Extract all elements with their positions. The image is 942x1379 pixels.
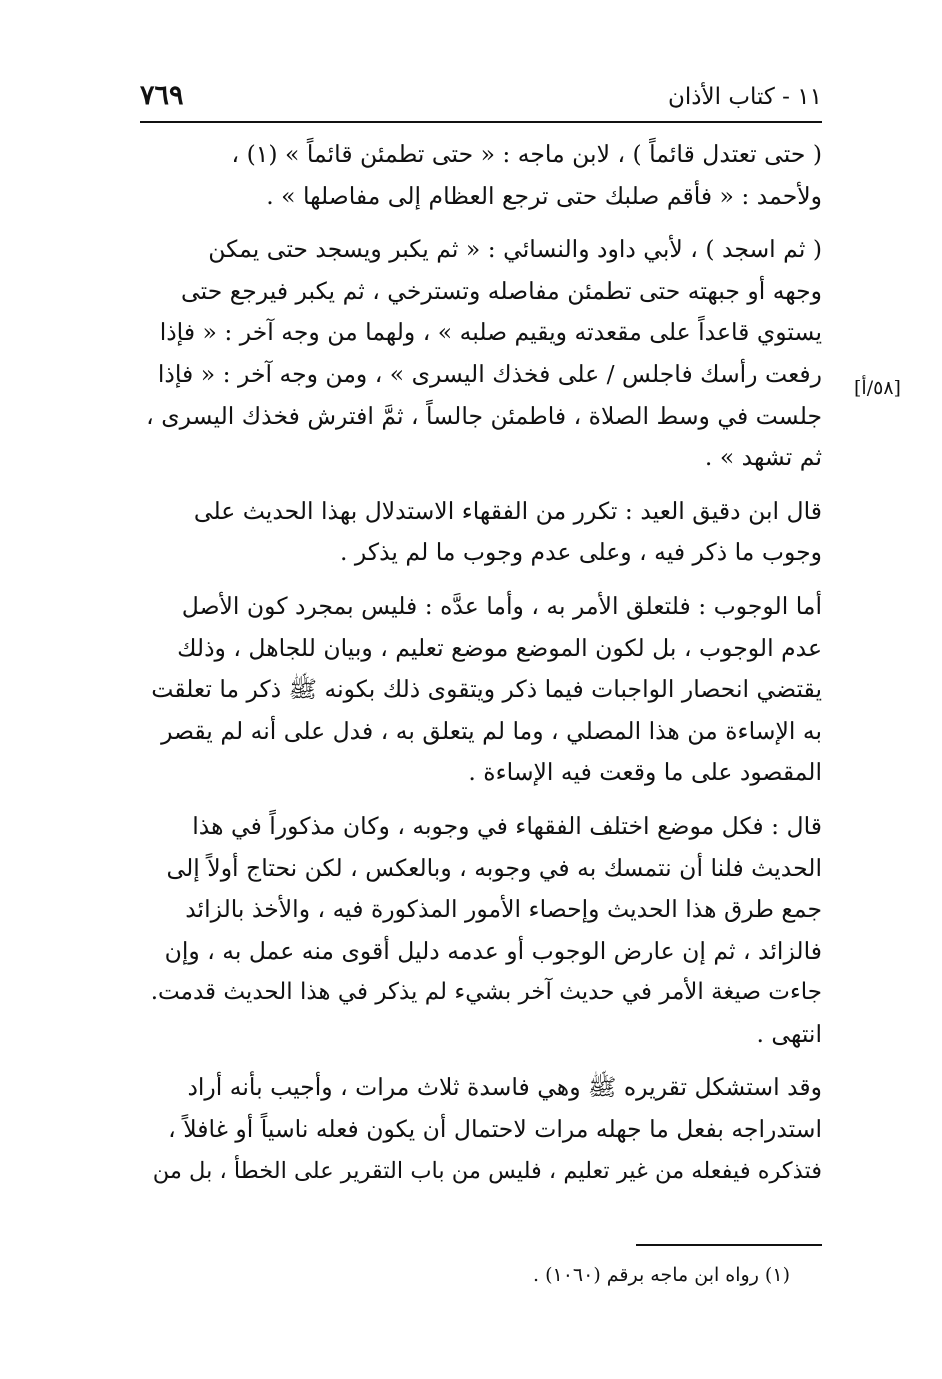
text-line: فتذكره فيفعله من غير تعليم ، فليس من باب التقرير على الخطأ ، بل من: [152, 1157, 822, 1184]
margin-note: [٥٨/أ]: [854, 377, 901, 399]
text-line: وجوب ما ذكر فيه ، وعلى عدم وجوب ما لم يذكر .: [339, 538, 822, 567]
text-line: استدراجه بفعل ما جهله مرات لاحتمال أن يكون فعله ناسياً أو غافلاً ،: [168, 1115, 822, 1144]
text-line: ثم تشهد » .: [704, 443, 822, 472]
text-line: وقد استشكل تقريره ﷺ وهي فاسدة ثلاث مرات ، وأجيب بأنه أراد: [187, 1073, 822, 1102]
text-line: فالزائد ، ثم إن عارض الوجوب أو عدمه دليل أقوى منه عمل به ، وإن: [164, 936, 822, 965]
footnote-rule: [636, 1244, 822, 1246]
running-title: ١١ - كتاب الأذان: [667, 84, 822, 110]
text-line: رفعت رأسك فاجلس / على فخذك اليسرى » ، ومن وجه آخر : « فإذا: [157, 359, 822, 388]
text-line: عدم الوجوب ، بل لكون الموضع موضع تعليم ، وبيان للجاهل ، وذلك: [177, 633, 822, 662]
text-line: جلست في وسط الصلاة ، فاطمئن جالساً ، ثمَّ افترش فخذك اليسرى ،: [146, 401, 822, 430]
text-line: انتهى .: [756, 1019, 822, 1048]
text-line: قال : فكل موضع اختلف الفقهاء في وجوبه ، وكان مذكوراً في هذا: [192, 811, 822, 840]
paragraph: [140, 229, 822, 479]
text-line: أما الوجوب : فلتعلق الأمر به ، وأما عدَّه : فليس بمجرد كون الأصل: [181, 591, 822, 620]
paragraph: [140, 806, 822, 1056]
footnote: (١) رواه ابن ماجه برقم (١٠٦٠) .: [532, 1264, 790, 1286]
text-line: الحديث فلنا أن نتمسك به في وجوبه ، وبالعكس ، لكن نحتاج أولاً إلى: [166, 853, 822, 882]
text-line: يقتضي انحصار الواجبات فيما ذكر ويتقوى ذلك بكونه ﷺ ذكر ما تعلقت: [151, 675, 822, 704]
text-line: يستوي قاعداً على مقعدته ويقيم صلبه » ، ولهما من وجه آخر : « فإذا: [159, 318, 822, 347]
text-line: جاءت صيغة الأمر في حديث آخر بشيء لم يذكر في هذا الحديث قدمت.: [150, 979, 822, 1006]
text-line: ولأحمد : « فأقم صلبك حتى ترجع العظام إلى مفاصلها » .: [266, 181, 822, 210]
paragraph: [140, 491, 822, 574]
text-line: ( ثم اسجد ) ، لأبي داود والنسائي : « ثم يكبر ويسجد حتى يمكن: [208, 235, 822, 264]
header-rule: [140, 121, 822, 123]
paragraph: [140, 586, 822, 794]
text-line: قال ابن دقيق العيد : تكرر من الفقهاء الاستدلال بهذا الحديث على: [193, 496, 822, 525]
text-line: وجهه أو جبهته حتى تطمئن مفاصله وتسترخي ، ثم يكبر فيرجع حتى: [181, 276, 822, 305]
paragraph: [140, 134, 822, 217]
text-line: المقصود على ما وقعت فيه الإساءة .: [468, 758, 822, 787]
text-line: ( حتى تعتدل قائماً ) ، لابن ماجه : « حتى تطمئن قائماً » (١) ،: [231, 140, 822, 168]
page-header: [140, 78, 822, 118]
paragraph: [140, 1067, 822, 1192]
page-number: ٧٦٩: [140, 80, 184, 111]
text-line: جمع طرق هذا الحديث وإحصاء الأمور المذكورة فيه ، والأخذ بالزائد: [185, 895, 822, 924]
text-line: به الإساءة من هذا المصلي ، وما لم يتعلق به ، فدل على أنه لم يقصر: [161, 716, 822, 745]
body-text: [140, 134, 822, 1204]
